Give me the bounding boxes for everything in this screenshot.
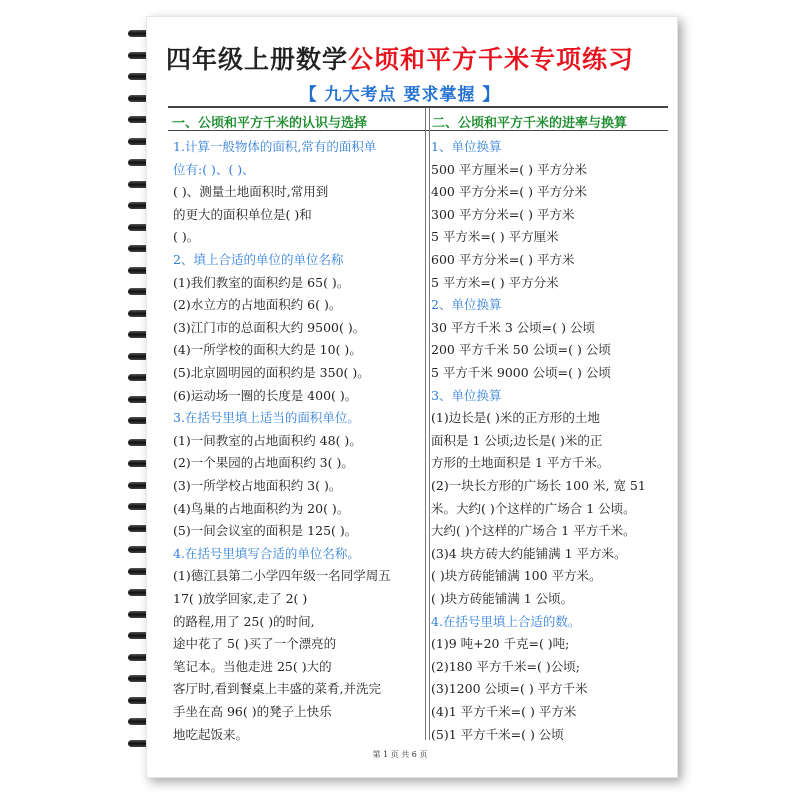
left-line: (3)一所学校占地面积约 3( )。 bbox=[173, 478, 342, 493]
left-line: 客厅时,看到餐桌上丰盛的菜肴,并洗完 bbox=[173, 681, 381, 697]
title-black-part: 四年级上册数学 bbox=[165, 45, 348, 74]
right-line: (3)1200 公顷=( ) 平方千米 bbox=[431, 681, 588, 697]
right-line: 200 平方千米 50 公顷=( ) 公顷 bbox=[431, 342, 611, 358]
top-rule bbox=[168, 106, 668, 108]
left-line: (5)北京圆明园的面积约是 350( )。 bbox=[173, 365, 370, 380]
right-line: 5 平方米=( ) 平方分米 bbox=[431, 274, 559, 290]
left-line: 位有:( )、( )、 bbox=[173, 161, 255, 177]
left-line: (6)运动场一圈的长度是 400( )。 bbox=[173, 387, 358, 403]
title-red-part: 公顷和平方千米专项练习 bbox=[348, 45, 635, 74]
right-line: 面积是 1 公顷;边长是( )米的正 bbox=[431, 432, 603, 448]
left-line: 1.计算一般物体的面积,常有的面积单 bbox=[173, 139, 377, 154]
left-line: (4)鸟巢的占地面积约为 20( )。 bbox=[173, 500, 350, 516]
left-line: 笔记本。当他走进 25( )大的 bbox=[173, 658, 332, 674]
left-section-title: 一、公顷和平方千米的认识与选择 bbox=[172, 116, 368, 131]
right-line: 500 平方厘米=( ) 平方分米 bbox=[431, 161, 588, 177]
right-line: 300 平方分米=( ) 平方米 bbox=[431, 206, 575, 222]
left-line: (1)我们教室的面积约是 65( )。 bbox=[173, 274, 350, 290]
right-line: 5 平方千米 9000 公顷=( ) 公顷 bbox=[431, 365, 611, 380]
left-line: (3)江门市的总面积大约 9500( )。 bbox=[173, 319, 366, 335]
left-line: (5)一间会议室的面积是 125( )。 bbox=[173, 523, 358, 539]
right-line: 3、单位换算 bbox=[431, 387, 502, 403]
right-line: 方形的土地面积是 1 平方千米。 bbox=[431, 455, 610, 471]
right-line: (4)1 平方千米=( ) 平方米 bbox=[431, 704, 577, 719]
right-line: 米。大约( )个这样的广场合 1 公顷。 bbox=[431, 500, 636, 516]
right-line: (1)边长是( )米的正方形的土地 bbox=[431, 410, 600, 426]
left-line: (1)一间教室的占地面积约 48( )。 bbox=[173, 432, 362, 448]
left-line: 手坐在高 96( )的凳子上快乐 bbox=[173, 704, 332, 719]
right-line: 4.在括号里填上合适的数。 bbox=[431, 613, 581, 629]
right-line: (5)1 平方千米=( ) 公顷 bbox=[431, 726, 564, 742]
left-line: (2)一个果园的占地面积约 3( )。 bbox=[173, 455, 354, 471]
column-divider bbox=[425, 108, 430, 740]
left-line: 4.在括号里填写合适的单位名称。 bbox=[173, 545, 360, 561]
left-line: 3.在括号里填上适当的面积单位。 bbox=[173, 410, 360, 426]
left-line: 的路程,用了 25( )的时间, bbox=[173, 613, 315, 629]
left-line: (4)一所学校的面积大约是 10( )。 bbox=[173, 342, 362, 358]
right-line: 30 平方千米 3 公顷=( ) 公顷 bbox=[431, 319, 595, 335]
right-line: ( )块方砖能铺满 100 平方米。 bbox=[431, 568, 602, 584]
page-title bbox=[0, 40, 800, 76]
left-line: ( )。 bbox=[173, 229, 200, 245]
right-line: 2、单位换算 bbox=[431, 297, 502, 313]
left-line: 2、填上合适的单位的单位名称 bbox=[173, 252, 344, 267]
left-line: 17( )放学回家,走了 2( ) bbox=[173, 591, 308, 606]
left-line: 地吃起饭来。 bbox=[173, 726, 249, 742]
right-line: 600 平方分米=( ) 平方米 bbox=[431, 252, 575, 267]
left-line: 途中花了 5( )买了一个漂亮的 bbox=[173, 636, 337, 652]
page-subtitle: 【 九大考点 要求掌握 】 bbox=[299, 85, 501, 105]
right-section-title: 二、公顷和平方千米的进率与换算 bbox=[432, 116, 628, 131]
right-line: 400 平方分米=( ) 平方分米 bbox=[431, 184, 588, 200]
page-footer: 第 1 页 共 6 页 bbox=[372, 750, 428, 759]
right-line: 5 平方米=( ) 平方厘米 bbox=[431, 229, 559, 245]
right-line: (2)180 平方千米=( )公顷; bbox=[431, 658, 580, 674]
left-line: 的更大的面积单位是( )和 bbox=[173, 206, 312, 222]
left-line: ( )、测量土地面积时,常用到 bbox=[173, 184, 329, 200]
right-line: (2)一块长方形的广场长 100 米, 宽 51 bbox=[431, 478, 646, 493]
left-line: (1)德江县第二小学四年级一名同学周五 bbox=[173, 568, 391, 584]
right-line: ( )块方砖能铺满 1 公顷。 bbox=[431, 591, 574, 606]
right-line: 大约( )个这样的广场合 1 平方千米。 bbox=[431, 523, 636, 539]
right-line: (3)4 块方砖大约能铺满 1 平方米。 bbox=[431, 545, 627, 561]
left-line: (2)水立方的占地面积约 6( )。 bbox=[173, 297, 342, 313]
right-line: 1、单位换算 bbox=[431, 139, 502, 154]
right-line: (1)9 吨+20 千克=( )吨; bbox=[431, 636, 570, 652]
